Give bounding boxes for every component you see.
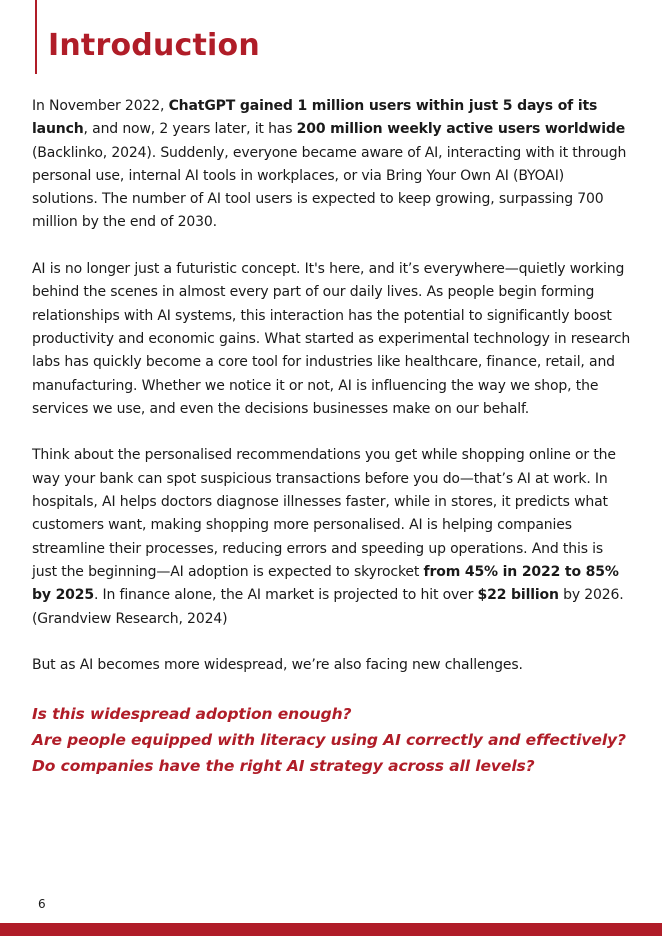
text-run: (Backlinko, 2024). Suddenly, everyone became aware of AI, interacting with it through personal use, internal AI tools in workplaces, or via Bring Your Own AI (BYOAI) solutions. The number of AI tool users is expected to keep growing, surpassing 700 million by the end of 2030.	[32, 144, 627, 231]
question-adoption: Is this widespread adoption enough?	[32, 704, 352, 723]
key-questions	[32, 701, 632, 779]
text-run: by 2026. (Grandview Research, 2024)	[32, 587, 624, 627]
body-content	[32, 95, 632, 779]
paragraph-chatgpt-growth	[32, 95, 632, 235]
page-title: Introduction	[48, 28, 260, 63]
question-literacy: Are people equipped with literacy using AI correctly and effectively?	[32, 730, 626, 749]
paragraph-challenges: But as AI becomes more widespread, we’re also facing new challenges.	[32, 657, 523, 674]
question-strategy: Do companies have the right AI strategy across all levels?	[32, 756, 535, 775]
title-accent-bar	[35, 0, 37, 74]
page-number: 6	[38, 897, 46, 911]
highlight-chatgpt-users: ChatGPT gained 1 million users within just 5 days of its launch	[32, 98, 598, 138]
paragraph-ai-everywhere: AI is no longer just a futuristic concept. It's here, and it’s everywhere—quietly working behind the scenes in almost every part of our daily lives. As people begin forming relationships with AI systems, this interaction has the potential to significantly boost productivity and economic gains. What started as experimental technology in research labs has quickly become a core tool for industries like healthcare, finance, retail, and manufacturing. Whether we notice it or not, AI is influencing the way we shop, the services we use, and even the decisions businesses make on our behalf.	[32, 261, 631, 417]
text-run: . In finance alone, the AI market is projected to hit over	[93, 587, 478, 604]
highlight-finance-market: $22 billion	[477, 587, 559, 604]
highlight-adoption-rate: from 45% in 2022 to 85% by 2025	[32, 563, 619, 604]
footer-band	[0, 923, 662, 936]
highlight-weekly-users: 200 million weekly active users worldwide	[296, 121, 626, 138]
paragraph-ai-examples	[32, 444, 632, 630]
text-run: In November 2022,	[32, 98, 169, 114]
text-run: Think about the personalised recommendations you get while shopping online or the way your bank can spot suspicious transactions before you do—that’s AI at work. In hospitals, AI helps doctors diagnose illnesses faster, while in stores, it predicts what customers want, making shopping more personalised. AI is helping companies streamline their processes, reducing errors and speeding up operations. And this is just the beginning—AI adoption is expected to skyrocket	[32, 447, 616, 580]
text-run: , and now, 2 years later, it has	[83, 121, 297, 138]
